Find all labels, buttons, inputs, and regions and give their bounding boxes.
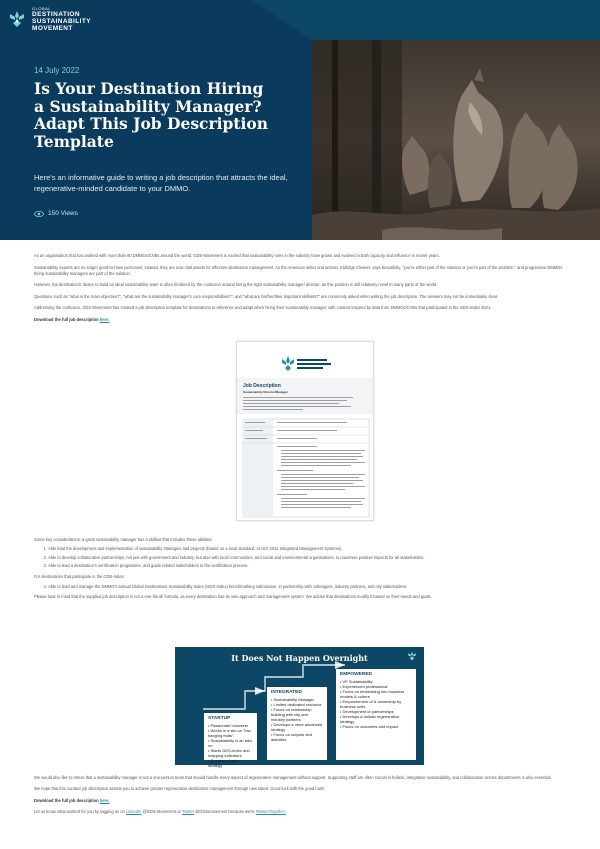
stage-integrated [267, 687, 327, 760]
eye-icon [34, 211, 44, 217]
download-link-footer[interactable]: here. [99, 797, 110, 803]
stage-item: • Experienced professional [340, 684, 412, 689]
paragraph-hope: We hope that this curated job description assists you to achieve greater regenerative destination management through new talent. Good luck with the good hunt! [34, 786, 325, 792]
paragraph-experts: Sustainability experts are no longer good-to-have personnel; instead, they are now vital assets for effective destination management. As the American writer and activist, Eldridge Cleaver, says beautifully, "you're either part of the solution or you're part of the problem," and progressive DMMOs hiring sustainability managers are part of the solution. [34, 264, 563, 276]
share-line [34, 809, 568, 815]
gds-list [48, 584, 568, 590]
hero-banner [0, 0, 600, 240]
stage-empowered-heading: EMPOWERED [340, 672, 372, 677]
paragraph-questions: Questions such as "what is the main objective?", "what are the sustainability manager's core responsibilities?", and "what are his/her/their important skillsets?" are commonly asked when writing the job description. The answers may not be immediately clear. [34, 293, 499, 299]
stage-item: • Focus on embedding into business models & culture [340, 689, 412, 699]
stage-item: • Works in a silo on "low hanging fruits" [208, 728, 253, 738]
download-text: Download the full job description [34, 316, 99, 322]
job-description-document [237, 342, 374, 521]
stage-empowered [336, 669, 416, 760]
logo-line-2: SUSTAINABILITY [32, 18, 91, 25]
share-mid-2: @GDSmovement because we're [195, 809, 255, 815]
skills-item: 1. Able lead the development and implementation of sustainability strategies and projects (based on a local standard, or ISO 2012 Integrated Management Systems). [48, 546, 568, 552]
article-subtitle: Here's an informative guide to writing a job description that attracts the ideal, regenerative-minded candidate to your DMMO. [34, 173, 288, 193]
logo-line-1: DESTINATION [32, 11, 80, 18]
logo-wordmark [32, 6, 91, 32]
stage-item: • Focus on relationship building with city and industry partners [271, 707, 323, 722]
view-count [34, 210, 78, 217]
skills-list [48, 546, 568, 569]
twitter-link[interactable]: Twitter [181, 809, 194, 815]
hashtag-link[interactable]: #BetterTogether. [255, 809, 286, 815]
download-line-footer [34, 798, 568, 804]
stage-item: • Development of partnerships [340, 709, 412, 714]
share-prefix: Let us know what worked for you by tagging us on [34, 809, 125, 815]
hero-top-band [312, 0, 600, 40]
download-link[interactable]: here. [99, 316, 110, 322]
skills-item: 3. Able to lead a destination's certification programme, and guide related stakeholders in the certification process. [48, 563, 568, 569]
stage-item: • Focus on outcomes and impact [340, 724, 412, 729]
paragraph-support: We would also like to stress that a sustainability manager is not a one-person team that should handle every aspect of regenerative management without support. Supporting staff are often crucial in holistic, integrative sustainability, and collaboration across departments is also essential. [34, 775, 552, 780]
logo-line-3: MOVEMENT [32, 25, 73, 32]
logo-global: GLOBAL [32, 6, 52, 11]
share-mid-1: @GDS-Movement or [142, 809, 181, 815]
stage-integrated-heading: INTEGRATED [271, 690, 302, 695]
stage-item: • Creates a basic strategy [208, 758, 253, 768]
stage-item: • VP Sustainability [340, 679, 412, 684]
skills-intro: Some key considerations: a great sustainability manager has a skillset that includes these abilities: [34, 537, 213, 542]
skills-section [34, 537, 568, 600]
article-date: 14 July 2022 [34, 66, 80, 75]
stage-item: • Develops a more advanced strategy [271, 722, 323, 732]
stage-integrated-list [271, 697, 323, 742]
logo-mark-icon [6, 10, 28, 28]
doc-subheading: Sustainability Director/Manager [243, 390, 289, 394]
wolves-photo-image [312, 40, 600, 240]
stage-item: • Limited dedicated resource [271, 702, 323, 707]
gds-intro: For destinations that participate in the GDS-Index: [34, 574, 125, 580]
gds-logo[interactable] [6, 6, 91, 32]
article-footer [34, 775, 568, 821]
stage-item: • Empowerment of & ownership by business units [340, 699, 412, 709]
stage-item: • Starts GDS-Index and mapping indicators [208, 748, 253, 758]
stage-empowered-list [340, 679, 412, 729]
stage-item: • Focus on outputs and activities [271, 732, 323, 742]
download-text-footer: Download the full job description [34, 797, 99, 803]
stage-startup-list [208, 723, 253, 768]
stage-item: • Passionate Volunteer [208, 723, 253, 728]
overnight-infographic [175, 647, 424, 768]
stage-startup [204, 713, 257, 768]
skills-item: 2. Able to develop collaborative partnerships, not just with government and industry, but also with local communities, and social and environmental organisations, to maximise positive impacts for all stakeholders. [48, 555, 568, 561]
stage-item: • Sustainability Manager [271, 697, 323, 702]
doc-heading: Job Description [243, 383, 281, 389]
view-count-label: 150 Views [48, 210, 78, 217]
paragraph-hindered: However, the destinations' desire to build an ideal sustainability team is often hindered by the confusion around hiring the right sustainability manager/ director, as this position is still relatively novel in many parts of the world. [34, 282, 438, 288]
paragraph-template: Addressing the confusion, GDS-Movement has created a job description template for destinations to reference and adapt when hiring their sustainability manager, with content inspired by data from DMMOs/CVBs that participated in the GDS-Index 2021. [34, 305, 492, 311]
article-body [34, 253, 568, 328]
infographic-title: It Does Not Happen Overnight [231, 653, 368, 663]
linkedin-link[interactable]: LinkedIn [125, 809, 142, 815]
stage-startup-heading: STARTUP [208, 716, 231, 721]
gds-item: 4. Able to lead and manage the DMMO's annual Global Destinations Sustainability Index (GDS-Index) benchmarking submission, in partnership with colleagues, industry partners, and city stakeholders. [48, 584, 568, 590]
job-description-preview[interactable] [236, 341, 374, 521]
download-line [34, 317, 568, 323]
stage-item: • Develops a holistic regenerative strategy [340, 714, 412, 724]
wolves-photo [312, 40, 600, 240]
skills-note: Please bear in mind that the supplied job description is not a one-fits-all formula, as every destination has its own approach and management system. We advise that destinations modify it based on their needs and goals. [34, 593, 432, 599]
stage-item: • Sustainability is an add-on [208, 738, 253, 748]
paragraph-intro: As an organisation that has worked with more than 80 DMMOs/CVBs around the world, GDS-Movement is excited that sustainability roles in the industry have grown and evolved in both capacity and influence in recent years. [34, 253, 440, 258]
article-title: Is Your Destination Hiring a Sustainability Manager? Adapt This Job Description Template [34, 79, 269, 151]
